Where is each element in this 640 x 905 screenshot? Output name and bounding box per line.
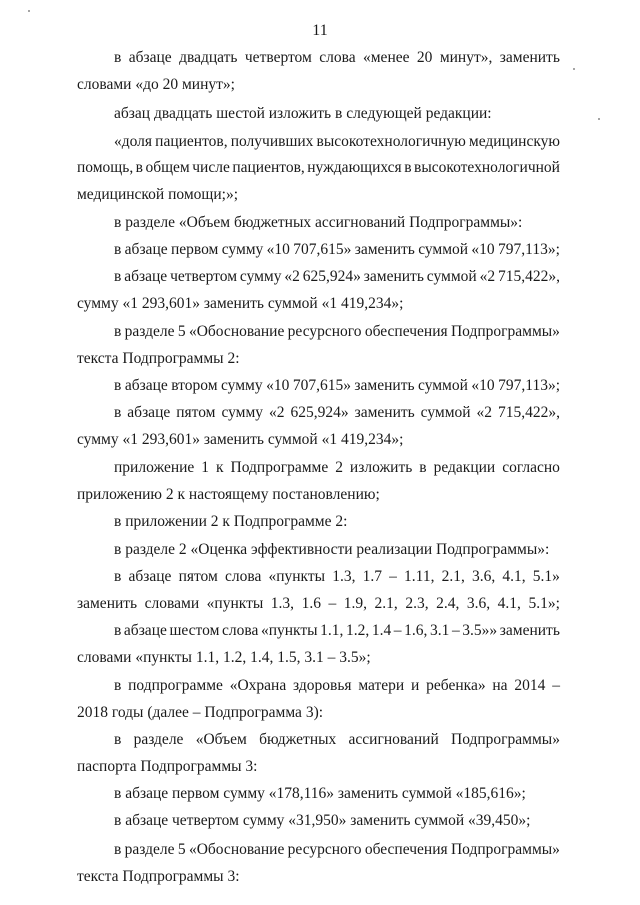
- text-line: в абзаце пятом сумму «2 625,924» заменить суммой «2 715,422»,: [114, 404, 560, 421]
- text-line: в абзаце двадцать четвертом слова «менее 20 минут», заменить: [114, 49, 560, 66]
- text-line: медицинской помощи;»;: [77, 186, 238, 203]
- text-line: абзац двадцать шестой изложить в следующей редакции:: [114, 105, 492, 122]
- text-line: в абзаце четвертом сумму «2 625,924» заменить суммой «2 715,422»,: [114, 268, 560, 285]
- text-line: в разделе «Объем бюджетных ассигнований Подпрограммы»: [114, 731, 560, 748]
- text-line: сумму «1 293,601» заменить суммой «1 419,234»;: [77, 295, 404, 312]
- text-line: помощь, в общем числе пациентов, нуждающихся в высокотехнологичной: [77, 159, 560, 176]
- text-line: заменить словами «пункты 1.3, 1.6 – 1.9, 2.1, 2.3, 2.4, 3.6, 4.1, 5.1»;: [77, 595, 560, 612]
- text-line: в абзаце втором сумму «10 707,615» заменить суммой «10 797,113»;: [114, 377, 560, 394]
- text-line: в абзаце первом сумму «178,116» заменить суммой «185,616»;: [114, 785, 526, 802]
- text-line: текста Подпрограммы 2:: [77, 350, 240, 367]
- text-line: 2018 годы (далее – Подпрограмма 3):: [77, 704, 324, 721]
- text-line: сумму «1 293,601» заменить суммой «1 419,234»;: [77, 431, 404, 448]
- page-number: 11: [312, 22, 328, 39]
- text-line: в разделе 2 «Оценка эффективности реализации Подпрограммы»:: [114, 541, 550, 558]
- scan-speck: [598, 118, 600, 120]
- text-line: в абзаце шестом слова «пункты 1.1, 1.2, 1.4 – 1.6, 3.1 – 3.5»» заменить: [114, 622, 560, 639]
- text-line: в разделе 5 «Обоснование ресурсного обеспечения Подпрограммы»: [114, 841, 560, 858]
- text-line: в приложении 2 к Подпрограмме 2:: [114, 513, 348, 530]
- text-line: приложению 2 к настоящему постановлению;: [77, 486, 380, 503]
- text-line: паспорта Подпрограммы 3:: [77, 758, 258, 775]
- text-line: «доля пациентов, получивших высокотехнологичную медицинскую: [114, 133, 560, 150]
- text-line: в разделе «Объем бюджетных ассигнований Подпрограммы»:: [114, 214, 523, 231]
- text-line: в абзаце четвертом сумму «31,950» заменить суммой «39,450»;: [114, 812, 531, 829]
- scan-speck: [28, 10, 30, 12]
- text-line: текста Подпрограммы 3:: [77, 868, 240, 885]
- scan-speck: [573, 68, 575, 70]
- text-line: в разделе 5 «Обоснование ресурсного обеспечения Подпрограммы»: [114, 323, 560, 340]
- text-line: в подпрограмме «Охрана здоровья матери и ребенка» на 2014 –: [114, 677, 560, 694]
- text-line: словами «до 20 минут»;: [77, 76, 235, 93]
- text-line: приложение 1 к Подпрограмме 2 изложить в редакции согласно: [114, 459, 560, 476]
- text-line: в абзаце пятом слова «пункты 1.3, 1.7 – 1.11, 2.1, 3.6, 4.1, 5.1»: [114, 568, 560, 585]
- text-line: в абзаце первом сумму «10 707,615» заменить суммой «10 797,113»;: [114, 241, 560, 258]
- text-line: словами «пункты 1.1, 1.2, 1.4, 1.5, 3.1 – 3.5»;: [77, 649, 371, 666]
